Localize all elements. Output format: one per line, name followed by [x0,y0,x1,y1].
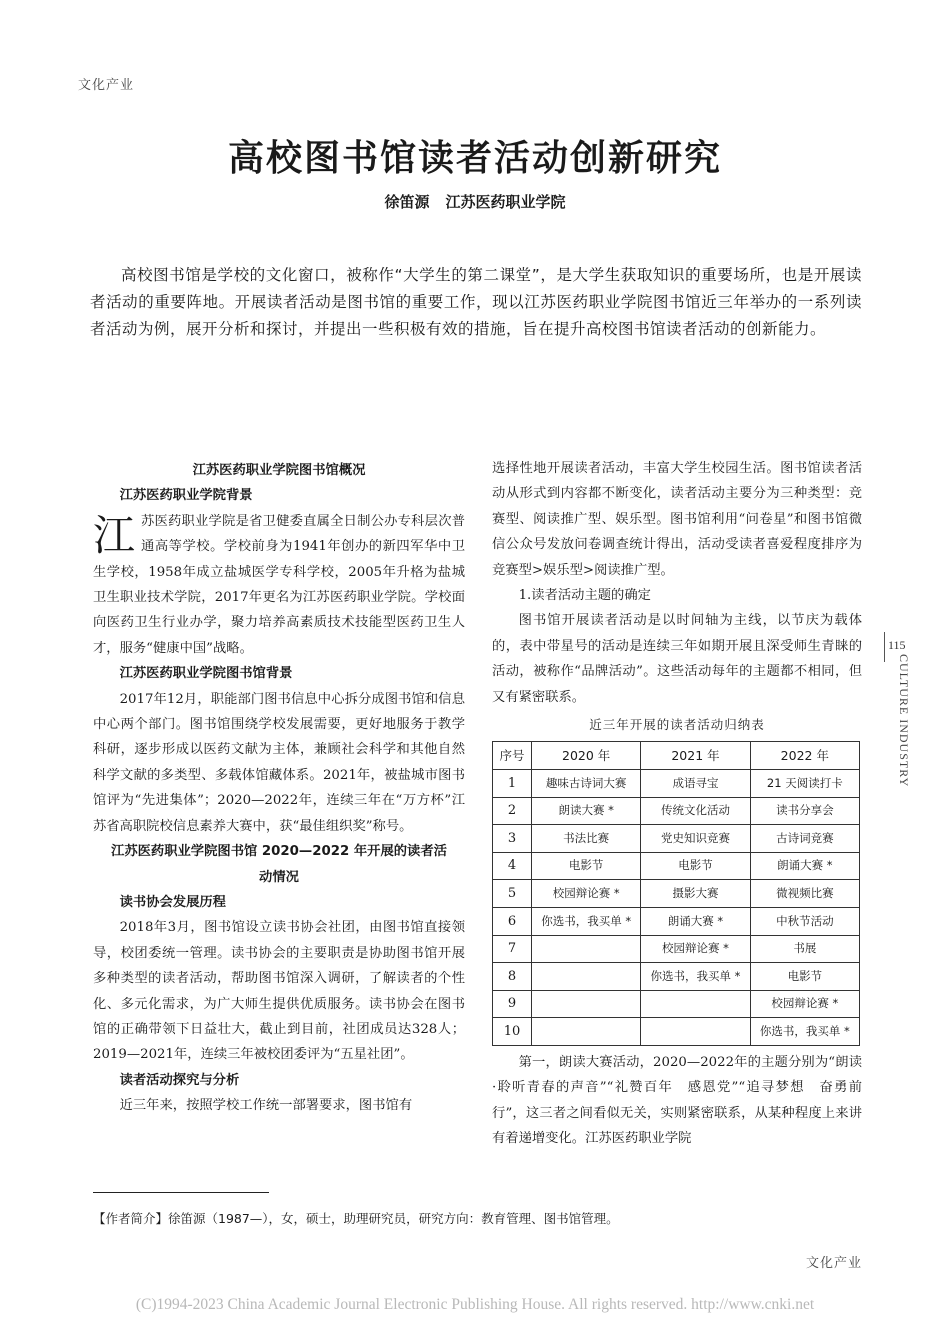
row-number-cell: 3 [493,825,532,853]
journal-name-vertical: CULTURE INDUSTRY [897,654,911,788]
activity-cell: 微视频比赛 [750,880,859,908]
paragraph: 第一，朗读大赛活动，2020—2022年的主题分别为“朗读·聆听青春的声音”“礼赞百年 感恩党”“追寻梦想 奋勇前行”，这三者之间看似无关，实则紧密联系，从某种程度上来讲有着递增变化。江苏医药职业学院 [492,1055,862,1147]
activity-cell: 中秋节活动 [750,908,859,936]
activity-cell: 你选书，我买单 * [750,1018,859,1046]
subsection-heading-2-1: 读书协会发展历程 [119,894,226,910]
table-header-row [493,742,860,770]
activity-cell: 校园辩论赛 * [750,990,859,1018]
activity-cell: 校园辩论赛 * [641,935,750,963]
author-footnote: 【作者简介】徐笛源（1987—），女，硕士，助理研究员，研究方向：教育管理、图书馆管理。 [93,1211,619,1226]
side-divider [884,632,885,662]
section-heading-2: 江苏医药职业学院图书馆 2020—2022 年开展的读者活动情况 [111,844,447,885]
paragraph: 图书馆开展读者活动是以时间轴为主线，以节庆为载体的，表中带星号的活动是连续三年如期开展且深受师生青睐的活动，被称作“品牌活动”。这些活动每年的主题都不相同，但又有紧密联系。 [492,613,862,705]
section-tag-footer: 文化产业 [806,1256,863,1271]
table-header-cell: 2022 年 [750,742,859,770]
table-row [493,908,860,936]
author-name: 徐笛源 [384,193,430,211]
paragraph: 2017年12月，职能部门图书信息中心拆分成图书馆和信息中心两个部门。图书馆围绕学校发展需要，更好地服务于教学科研，逐步形成以医药文献为主体，兼顾社会科学和其他自然科学文献的多类型、多载体馆藏体系。2021年，被盐城市图书馆评为“先进集体”；2020—2022年，连续三年在“万方杯”江苏省高职院校信息素养大赛中，获“最佳组织奖”称号。 [93,691,465,834]
activity-cell: 传统文化活动 [641,797,750,825]
table-row [493,797,860,825]
activity-cell: 你选书，我买单 * [532,908,641,936]
table-header-cell: 2021 年 [641,742,750,770]
copyright-watermark: (C)1994-2023 China Academic Journal Electronic Publishing House. All rights reserved. http://www.cnki.net [135,1296,815,1313]
numbered-heading: 1.读者活动主题的确定 [518,588,651,604]
activity-cell [532,990,641,1018]
row-number-cell: 1 [493,770,532,798]
paragraph: 2018年3月，图书馆设立读书协会社团，由图书馆直接领导，校团委统一管理。读书协会的主要职责是协助图书馆开展多种类型的读者活动，帮助图书馆深入调研，了解读者的个性化、多元化需求，为广大师生提供优质服务。读书协会在图书馆的正确带领下日益壮大，截止到目前，社团成员达328人；2019—2021年，连续三年被校团委评为“五星社团”。 [93,920,465,1063]
paper-title: 高校图书馆读者活动创新研究 [227,137,722,179]
table-row [493,770,860,798]
table-row [493,880,860,908]
page-number: 115 [888,638,906,652]
activity-cell: 电影节 [532,852,641,880]
table-row [493,825,860,853]
table-row [493,990,860,1018]
row-number-cell: 7 [493,935,532,963]
author-affiliation: 江苏医药职业学院 [445,193,566,211]
row-number-cell: 4 [493,852,532,880]
subsection-heading-1-2: 江苏医药职业学院图书馆背景 [119,666,293,682]
paragraph: 选择性地开展读者活动，丰富大学生校园生活。图书馆读者活动从形式到内容都不断变化，读者活动主要分为三种类型：竞赛型、阅读推广型、娱乐型。图书馆利用“问卷星”和图书馆微信公众号发放问卷调查统计得出，活动受读者喜爱程度排序为竞赛型>娱乐型>阅读推广型。 [492,461,862,578]
activity-cell [641,1018,750,1046]
activity-cell [641,990,750,1018]
section-tag-header: 文化产业 [78,78,135,93]
activity-cell: 21 天阅读打卡 [750,770,859,798]
subsection-heading-2-2: 读者活动探究与分析 [119,1072,240,1088]
activity-cell: 电影节 [641,852,750,880]
activity-cell: 校园辩论赛 * [532,880,641,908]
row-number-cell: 6 [493,908,532,936]
activity-cell: 书展 [750,935,859,963]
row-number-cell: 8 [493,963,532,991]
row-number-cell: 9 [493,990,532,1018]
left-column [93,458,465,1119]
dropcap-paragraph [93,509,465,661]
activity-cell: 电影节 [750,963,859,991]
right-column [492,456,862,1152]
activity-cell: 你选书，我买单 * [641,963,750,991]
activity-cell [532,1018,641,1046]
table-body [493,770,860,1046]
author-line [0,191,950,212]
table-row [493,963,860,991]
table-row [493,935,860,963]
section-heading-1: 江苏医药职业学院图书馆概况 [192,463,366,478]
table-row [493,852,860,880]
activity-cell [532,935,641,963]
activity-cell: 书法比赛 [532,825,641,853]
row-number-cell: 2 [493,797,532,825]
subsection-heading-1-1: 江苏医药职业学院背景 [119,488,253,504]
activity-cell: 摄影大赛 [641,880,750,908]
paragraph: 苏医药职业学院是省卫健委直属全日制公办专科层次普通高等学校。学校前身为1941年创办的新四军华中卫生学校，1958年成立盐城医学专科学校，2005年升格为盐城卫生职业技术学院，2017年更名为江苏医药职业学院。学校面向医药卫生行业办学，聚力培养高素质技术技能型医药卫生人才，服务“健康中国”战略。 [93,513,465,656]
activity-cell: 成语寻宝 [641,770,750,798]
activity-cell [532,963,641,991]
row-number-cell: 5 [493,880,532,908]
table-caption: 近三年开展的读者活动归纳表 [589,717,765,733]
activity-cell: 朗诵大赛 * [750,852,859,880]
activity-cell: 读书分享会 [750,797,859,825]
activity-cell: 朗读大赛 * [532,797,641,825]
activity-cell: 朗诵大赛 * [641,908,750,936]
activity-cell: 党史知识竞赛 [641,825,750,853]
dropcap: 江 [93,510,136,560]
activity-cell: 趣味古诗词大赛 [532,770,641,798]
table-header-cell: 序号 [493,742,532,770]
activity-cell: 古诗词竞赛 [750,825,859,853]
table-row [493,1018,860,1046]
abstract: 高校图书馆是学校的文化窗口，被称作“大学生的第二课堂”，是大学生获取知识的重要场所，也是开展读者活动的重要阵地。开展读者活动是图书馆的重要工作，现以江苏医药职业学院图书馆近三年举办的一系列读者活动为例，展开分析和探讨，并提出一些积极有效的措施，旨在提升高校图书馆读者活动的创新能力。 [90,266,862,338]
footnote-rule [93,1192,269,1193]
paragraph: 近三年来，按照学校工作统一部署要求，图书馆有 [119,1098,413,1114]
table-header-cell: 2020 年 [532,742,641,770]
activities-table [492,741,860,1046]
row-number-cell: 10 [493,1018,532,1046]
